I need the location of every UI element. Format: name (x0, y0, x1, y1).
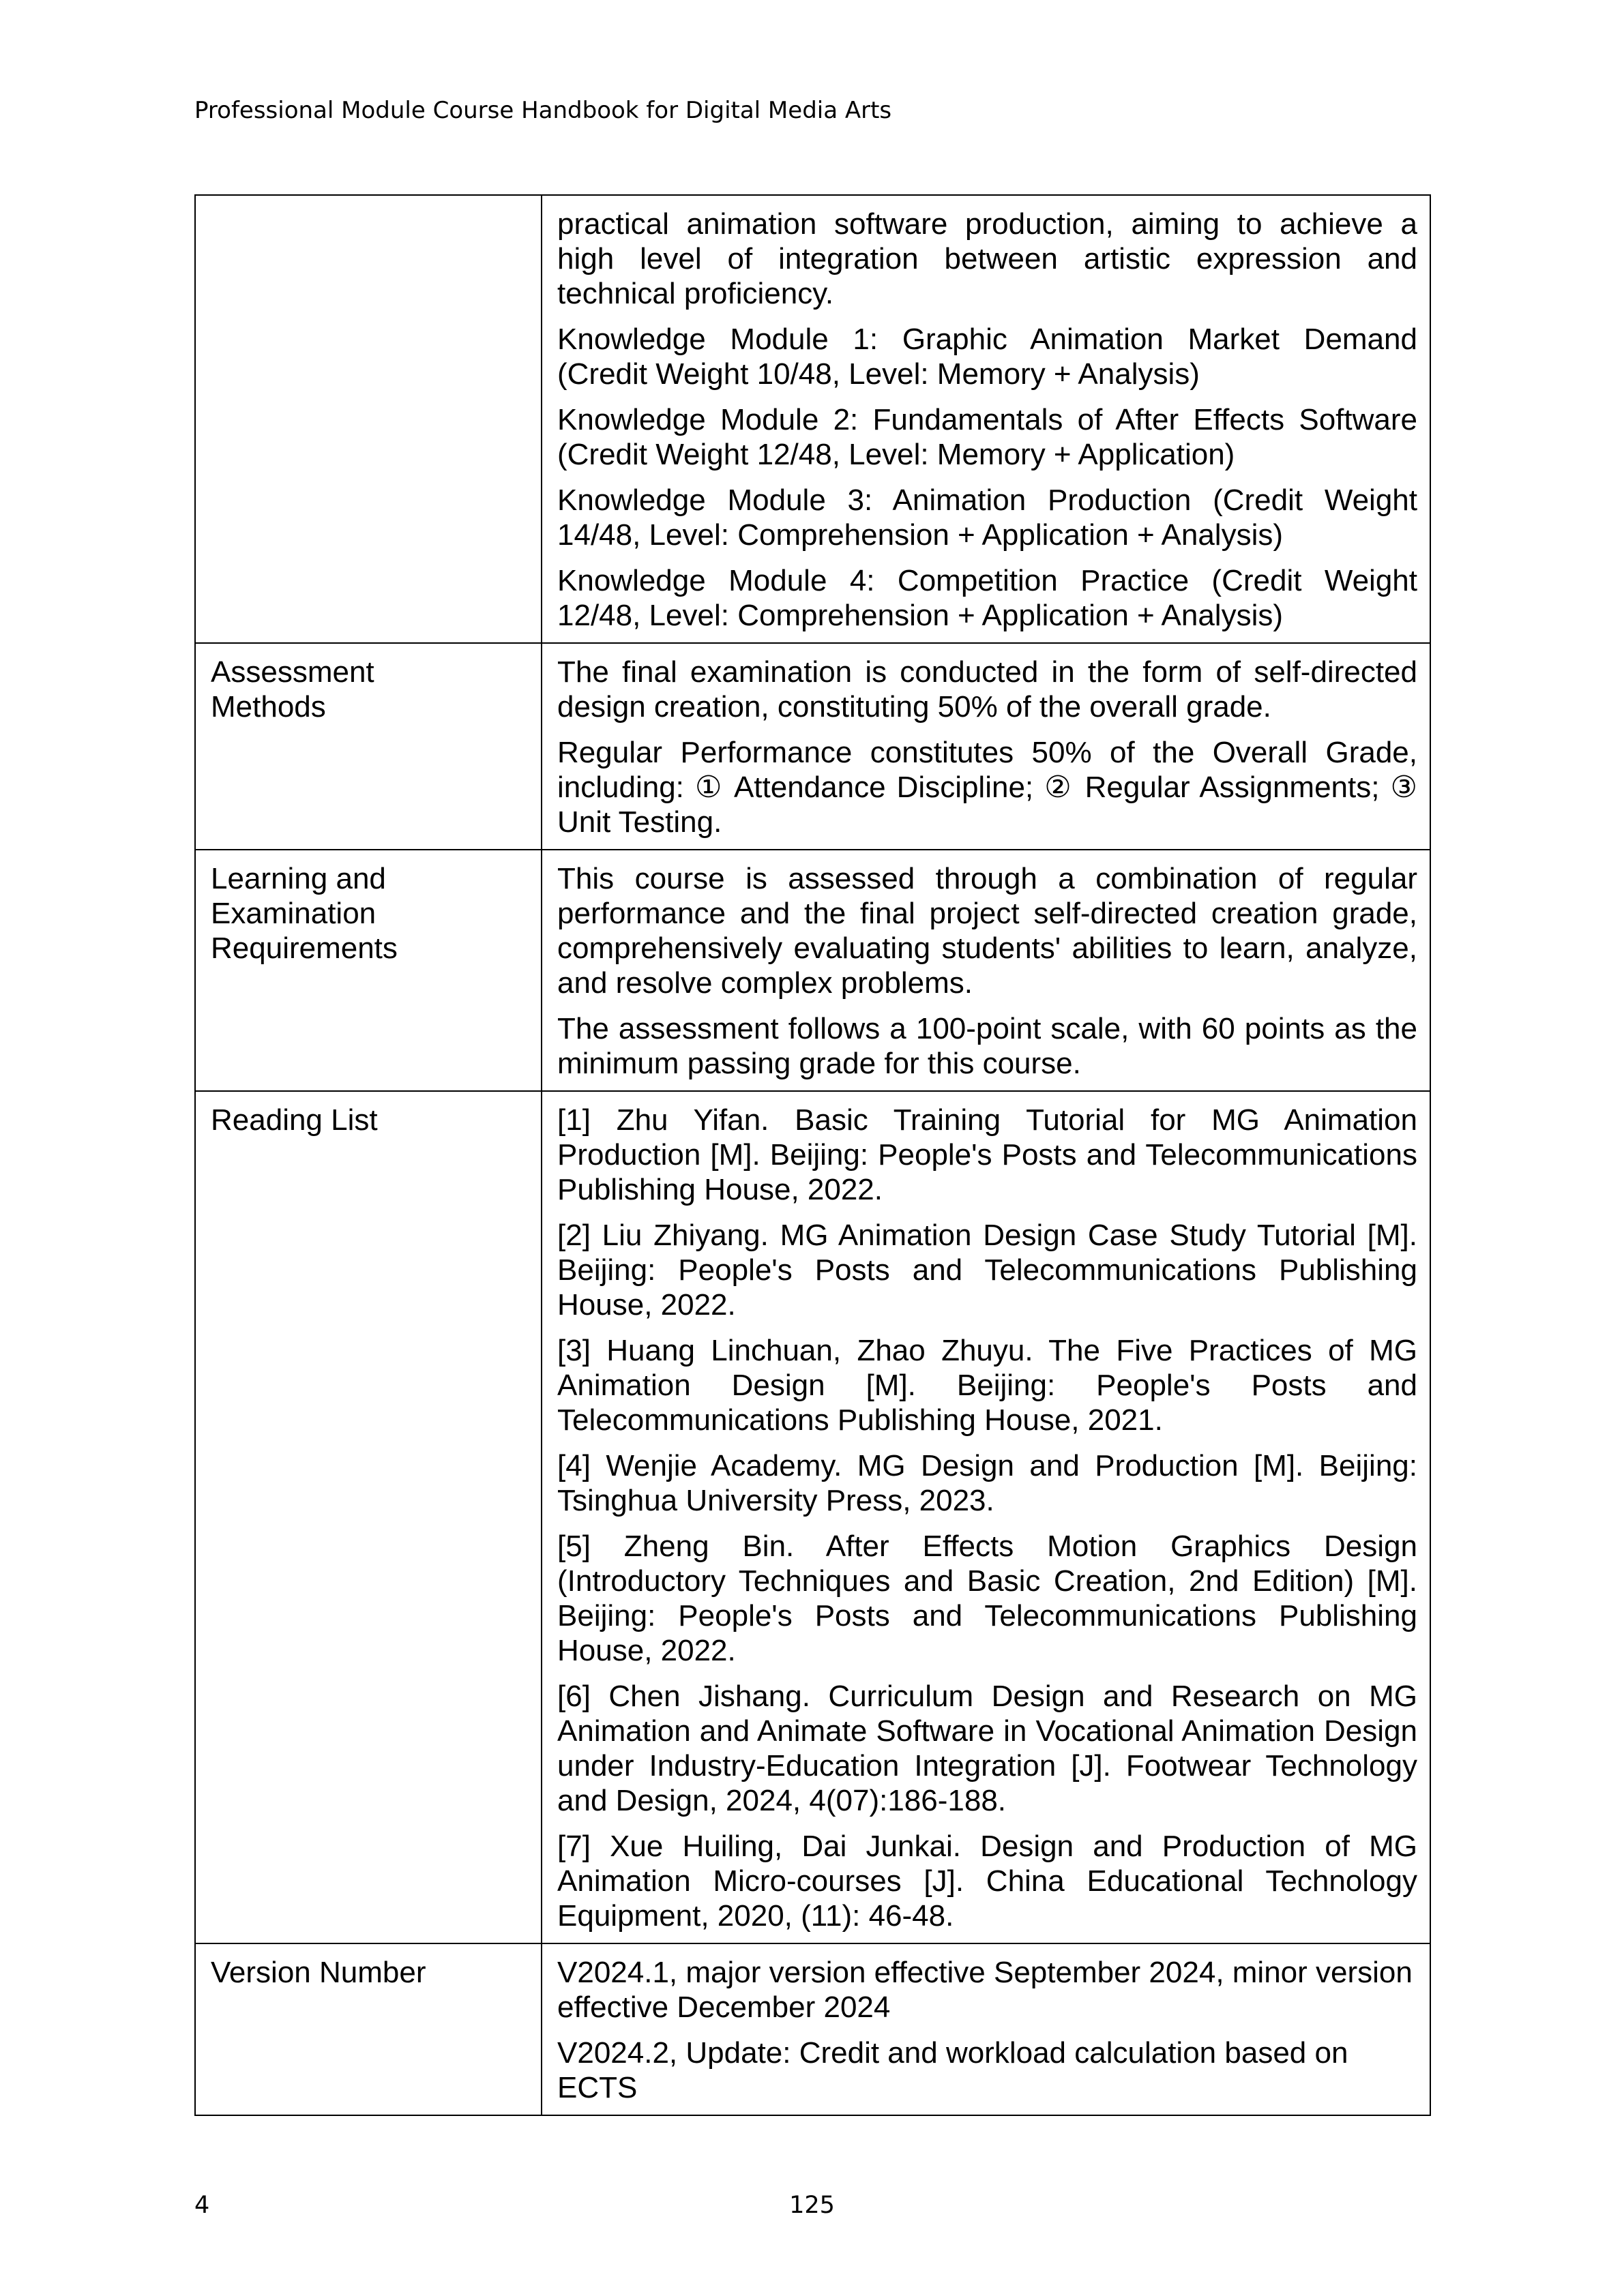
row-content-reading-list (542, 1091, 1430, 1943)
row-content-version-number (542, 1943, 1430, 2115)
table-row-module-content (195, 195, 1430, 643)
content-paragraph: Knowledge Module 1: Graphic Animation Market Demand (Credit Weight 10/48, Level: Memory + Analysis) (557, 323, 1417, 391)
content-paragraph: Knowledge Module 3: Animation Production (Credit Weight 14/48, Level: Comprehension + Application + Analysis) (557, 483, 1417, 552)
content-paragraph: This course is assessed through a combination of regular performance and the final project self-directed creation grade, comprehensively evaluating students' abilities to learn, analyze, and resolve complex problems. (557, 862, 1417, 1000)
table-row-reading-list (195, 1091, 1430, 1943)
table-row-version-number (195, 1943, 1430, 2115)
row-content-module-description (542, 195, 1430, 643)
label-line: Assessment (211, 655, 374, 689)
row-label-assessment-methods (195, 643, 542, 850)
row-label-learning-requirements (195, 850, 542, 1091)
content-paragraph: V2024.2, Update: Credit and workload calculation based on ECTS (557, 2036, 1348, 2104)
row-label-reading-list (195, 1091, 542, 1943)
content-paragraph: Knowledge Module 2: Fundamentals of After Effects Software (Credit Weight 12/48, Level: Memory + Application) (557, 403, 1417, 471)
reference-entry: [7] Xue Huiling, Dai Junkai. Design and Production of MG Animation Micro-courses [J]. China Educational Technology Equipment, 2020, (11): 46-48. (557, 1830, 1417, 1933)
reference-entry: [3] Huang Linchuan, Zhao Zhuyu. The Five Practices of MG Animation Design [M]. Beijing: People's Posts and Telecommunications Publishing House, 2021. (557, 1334, 1417, 1437)
row-content-assessment-methods (542, 643, 1430, 850)
label-line: Version Number (211, 1956, 426, 1989)
label-line: Methods (211, 690, 326, 724)
content-paragraph: The assessment follows a 100-point scale, with 60 points as the minimum passing grade for this course. (557, 1012, 1417, 1080)
reference-entry: [2] Liu Zhiyang. MG Animation Design Case Study Tutorial [M]. Beijing: People's Posts and Telecommunications Publishing House, 2022. (557, 1219, 1417, 1322)
table-row-learning-requirements (195, 850, 1430, 1091)
row-label-empty (195, 195, 542, 643)
content-paragraph: Regular Performance constitutes 50% of the Overall Grade, including: ① Attendance Discipline; ② Regular Assignments; ③ Unit Testing. (557, 736, 1417, 839)
footer-left-number: 4 (194, 2192, 210, 2219)
reference-entry: [5] Zheng Bin. After Effects Motion Graphics Design (Introductory Techniques and Basic Creation, 2nd Edition) [M]. Beijing: People's Posts and Telecommunications Publishing House, 2022. (557, 1530, 1417, 1667)
page-number: 125 (789, 2192, 835, 2219)
row-content-learning-requirements (542, 850, 1430, 1091)
label-line: Requirements (211, 931, 398, 965)
row-label-version-number (195, 1943, 542, 2115)
reference-entry: [4] Wenjie Academy. MG Design and Production [M]. Beijing: Tsinghua University Press, 2023. (557, 1449, 1417, 1517)
course-handbook-table (194, 194, 1431, 2116)
page-header: Professional Module Course Handbook for Digital Media Arts (194, 97, 892, 124)
label-line: Reading List (211, 1103, 378, 1137)
content-paragraph: V2024.1, major version effective September 2024, minor version effective December 2024 (557, 1956, 1413, 2024)
reference-entry: [6] Chen Jishang. Curriculum Design and Research on MG Animation and Animate Software in Vocational Animation Design under Industry-Education Integration [J]. Footwear Technology and Design, 2024, 4(07):186-188. (557, 1680, 1417, 1817)
content-paragraph: Knowledge Module 4: Competition Practice (Credit Weight 12/48, Level: Comprehension + Application + Analysis) (557, 564, 1417, 632)
label-line: Examination (211, 897, 377, 930)
label-line: Learning and (211, 862, 386, 895)
content-paragraph: practical animation software production, aiming to achieve a high level of integration between artistic expression and technical proficiency. (557, 207, 1417, 310)
table-row-assessment-methods (195, 643, 1430, 850)
content-paragraph: The final examination is conducted in the form of self-directed design creation, constituting 50% of the overall grade. (557, 655, 1417, 724)
reference-entry: [1] Zhu Yifan. Basic Training Tutorial for MG Animation Production [M]. Beijing: People's Posts and Telecommunications Publishing House, 2022. (557, 1103, 1417, 1206)
